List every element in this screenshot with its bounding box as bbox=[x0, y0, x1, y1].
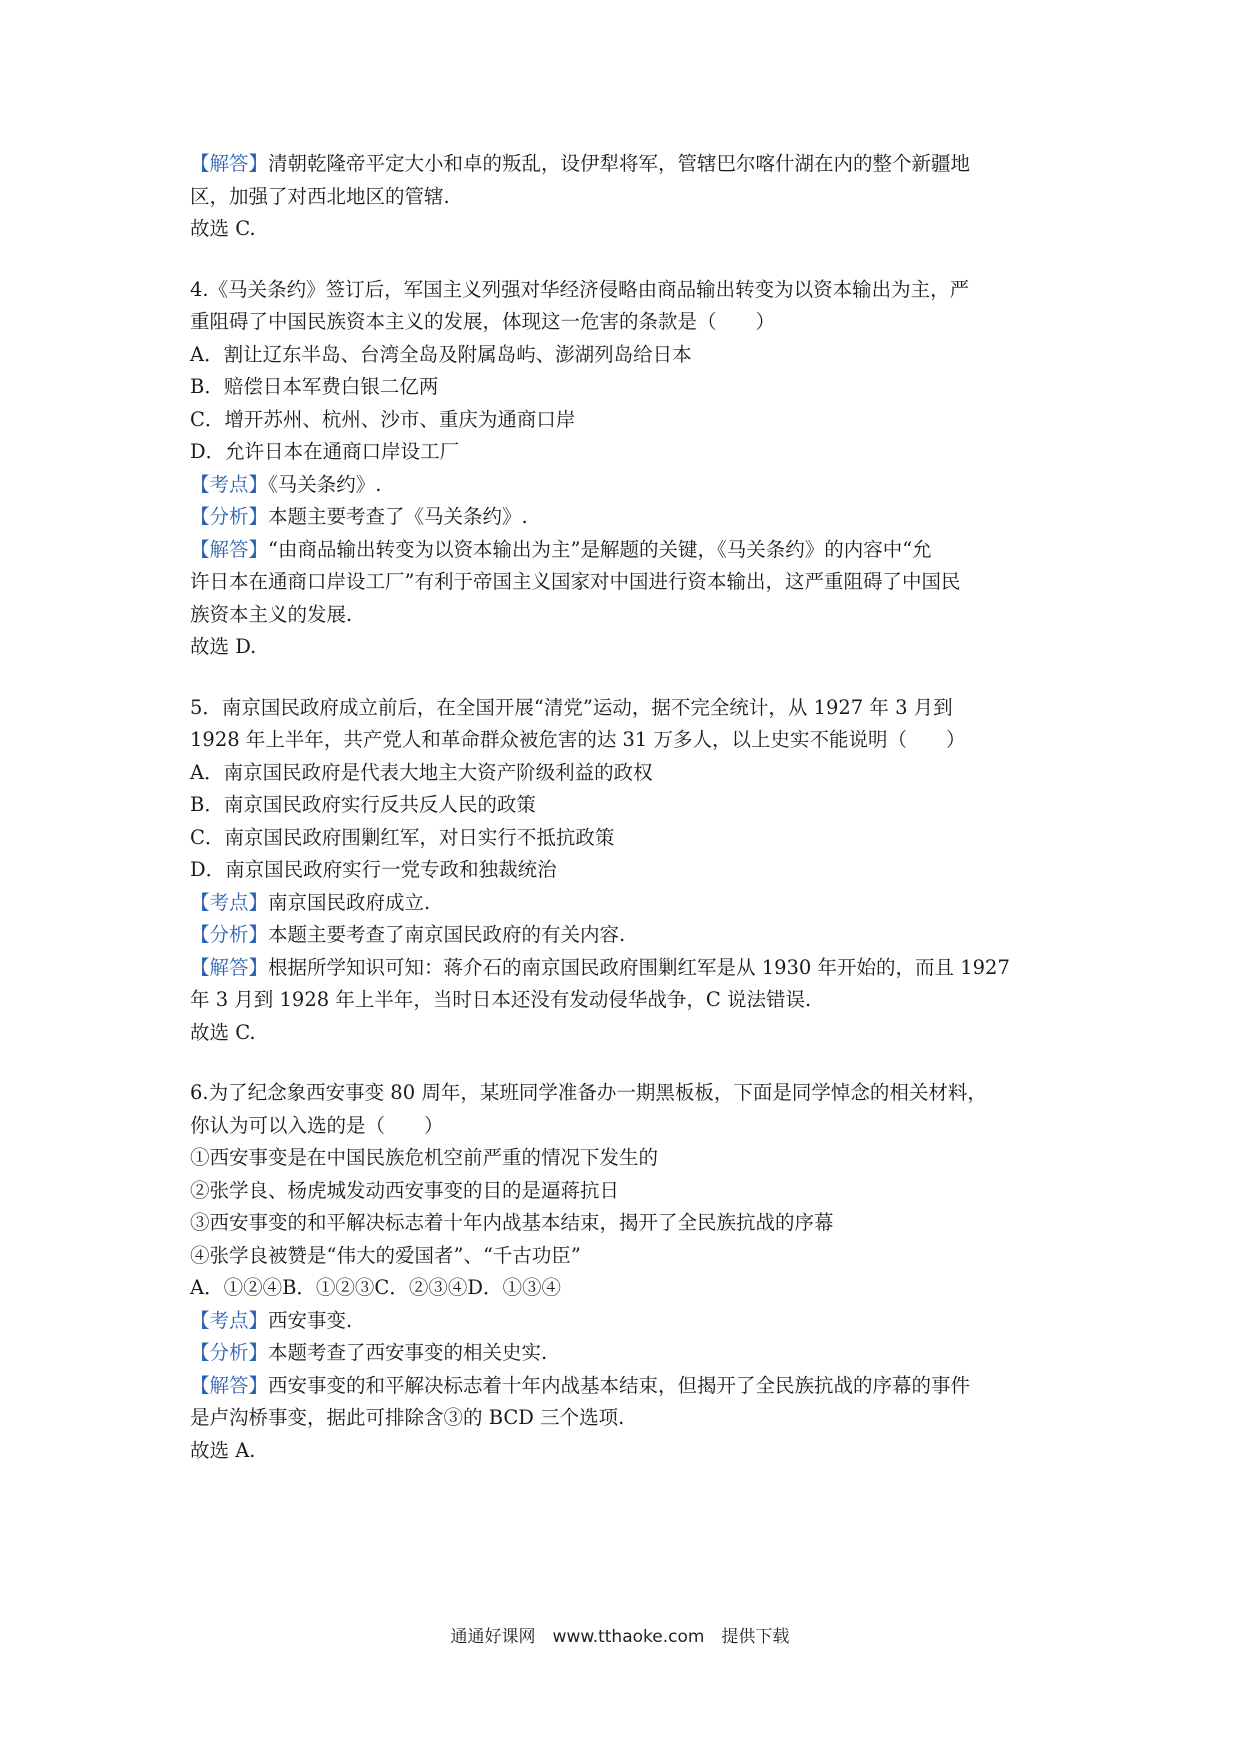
answer-line: 【解答】“由商品输出转变为以资本输出为主”是解题的关键，《马关条约》的内容中“允 bbox=[190, 537, 932, 561]
answer-line: 许日本在通商口岸设工厂”有利于帝国主义国家对中国进行资本输出，这严重阻碍了中国民 bbox=[190, 570, 961, 593]
question-stem: 重阻碍了中国民族资本主义的发展，体现这一危害的条款是（ ） bbox=[190, 310, 776, 333]
conclusion: 故选 C. bbox=[190, 1020, 256, 1044]
analysis-tag: 【分析】 bbox=[190, 505, 269, 528]
option-b: B．赔偿日本军费白银二亿两 bbox=[190, 375, 439, 398]
point-tag: 【考点】 bbox=[190, 472, 269, 496]
exam-point: 【考点】南京国民政府成立. bbox=[190, 890, 431, 914]
question-4 bbox=[190, 274, 1070, 664]
answer-tag: 【解答】 bbox=[190, 955, 269, 979]
conclusion: 故选 A. bbox=[190, 1438, 256, 1462]
exam-point: 【考点】西安事变. bbox=[190, 1308, 353, 1332]
option-d: D．允许日本在通商口岸设工厂 bbox=[190, 440, 460, 463]
answer-line: 【解答】西安事变的和平解决标志着十年内战基本结束，但揭开了全民族抗战的序幕的事件 bbox=[190, 1373, 971, 1397]
answer-line: 区，加强了对西北地区的管辖. bbox=[190, 184, 450, 208]
point-tag: 【考点】 bbox=[190, 1308, 269, 1332]
exam-point: 【考点】《马关条约》. bbox=[190, 472, 382, 496]
analysis: 【分析】本题考查了西安事变的相关史实. bbox=[190, 1341, 548, 1364]
answer-tag: 【解答】 bbox=[190, 537, 269, 561]
conclusion: 故选 C. bbox=[190, 217, 256, 240]
option-a: A．南京国民政府是代表大地主大资产阶级利益的政权 bbox=[190, 760, 653, 784]
question-stem: 你认为可以入选的是（ ） bbox=[190, 1113, 444, 1137]
analysis: 【分析】本题主要考查了南京国民政府的有关内容. bbox=[190, 923, 626, 946]
analysis-tag: 【分析】 bbox=[190, 923, 269, 946]
answer-tag: 【解答】 bbox=[190, 1373, 269, 1397]
question-stem: 4.《马关条约》签订后，军国主义列强对华经济侵略由商品输出转变为以资本输出为主，严 bbox=[190, 277, 970, 301]
answer-tag: 【解答】 bbox=[190, 152, 269, 175]
option-a: A．割让辽东半岛、台湾全岛及附属岛屿、澎湖列岛给日本 bbox=[190, 342, 692, 366]
option-d: D．南京国民政府实行一党专政和独裁统治 bbox=[190, 858, 557, 881]
question-stem: 5．南京国民政府成立前后，在全国开展“清党”运动，据不完全统计，从 1927 年 3 月到 bbox=[190, 695, 953, 719]
answer-line: 年 3 月到 1928 年上半年，当时日本还没有发动侵华战争，C 说法错误. bbox=[190, 988, 812, 1011]
statement-2: ②张学良、杨虎城发动西安事变的目的是逼蒋抗日 bbox=[190, 1178, 620, 1202]
document-body bbox=[190, 148, 1070, 1467]
question-3-answer bbox=[190, 148, 1070, 246]
statement-1: ①西安事变是在中国民族危机空前严重的情况下发生的 bbox=[190, 1146, 659, 1169]
point-tag: 【考点】 bbox=[190, 890, 269, 914]
conclusion: 故选 D. bbox=[190, 635, 257, 658]
analysis: 【分析】本题主要考查了《马关条约》. bbox=[190, 505, 528, 528]
option-c: C．南京国民政府围剿红军，对日实行不抵抗政策 bbox=[190, 825, 615, 849]
question-stem: 6.为了纪念象西安事变 80 周年，某班同学准备办一期黑板板，下面是同学悼念的相关材料， bbox=[190, 1081, 987, 1104]
answer-line: 族资本主义的发展. bbox=[190, 602, 353, 626]
analysis-tag: 【分析】 bbox=[190, 1341, 269, 1364]
answer-line: 【解答】根据所学知识可知：蒋介石的南京国民政府围剿红军是从 1930 年开始的，而且 1927 bbox=[190, 955, 1010, 979]
question-6 bbox=[190, 1077, 1070, 1467]
question-stem: 1928 年上半年，共产党人和革命群众被危害的达 31 万多人，以上史实不能说明（ ） bbox=[190, 728, 966, 751]
options-line: A．①②④B．①②③C．②③④D．①③④ bbox=[190, 1276, 561, 1299]
statement-4: ④张学良被赞是“伟大的爱国者”、“千古功臣” bbox=[190, 1243, 581, 1267]
answer-line: 是卢沟桥事变，据此可排除含③的 BCD 三个选项. bbox=[190, 1406, 625, 1429]
answer-line: 【解答】清朝乾隆帝平定大小和卓的叛乱，设伊犁将军，管辖巴尔喀什湖在内的整个新疆地 bbox=[190, 152, 971, 175]
option-c: C．增开苏州、杭州、沙市、重庆为通商口岸 bbox=[190, 407, 576, 431]
option-b: B．南京国民政府实行反共反人民的政策 bbox=[190, 793, 536, 816]
page-footer: 通通好课网 www.tthaoke.com 提供下载 bbox=[450, 1627, 790, 1647]
question-5 bbox=[190, 692, 1070, 1050]
statement-3: ③西安事变的和平解决标志着十年内战基本结束，揭开了全民族抗战的序幕 bbox=[190, 1211, 834, 1234]
